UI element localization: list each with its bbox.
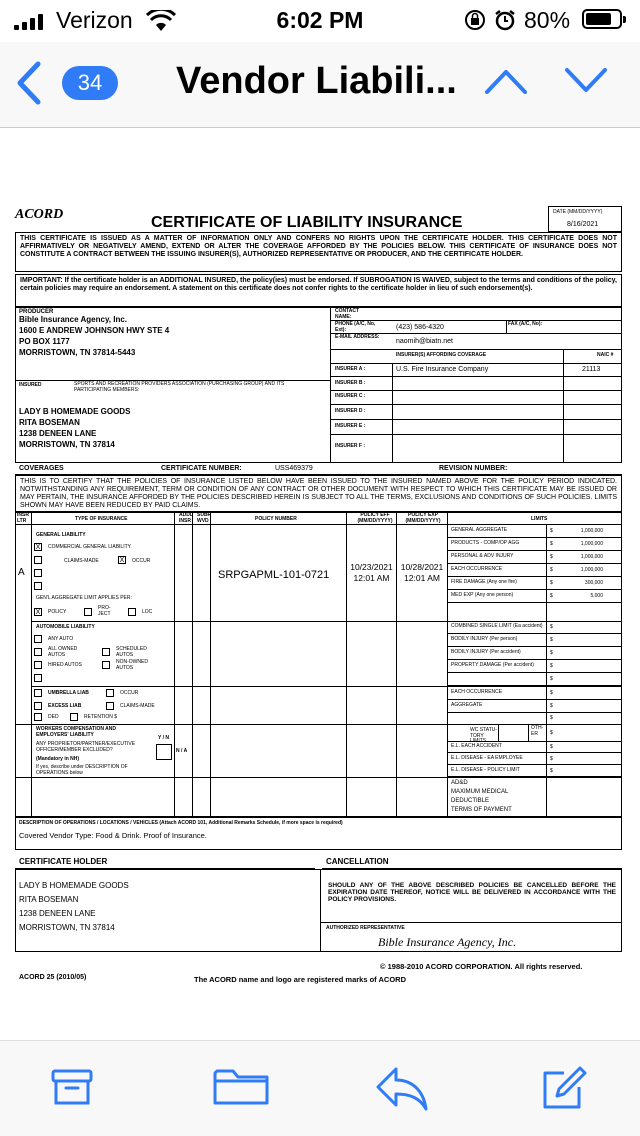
gl-title: GENERAL LIABILITY: [36, 532, 86, 538]
alarm-icon: [494, 9, 516, 31]
dollar-sign: $: [550, 593, 553, 599]
phone-value: (423) 586-4320: [396, 324, 444, 331]
dollar-sign: $: [550, 663, 553, 669]
compose-icon[interactable]: [540, 1065, 588, 1111]
hired-checkbox: [34, 661, 42, 669]
sched-label: SCHEDULED AUTOS: [116, 646, 147, 658]
limit-value: 300,000: [584, 580, 603, 586]
wc-proprietor-label: ANY PROPRIETOR/PARTNER/EXECUTIVE OFFICER/MEMBER EXCLUDED?: [36, 741, 136, 753]
archive-icon[interactable]: [50, 1065, 94, 1109]
gl-exp-date: 10/28/2021: [400, 562, 444, 572]
holder-header: [15, 857, 315, 869]
dollar-sign: $: [550, 730, 553, 736]
divider: [331, 434, 622, 435]
divider: [331, 349, 622, 350]
limit-row: [447, 564, 622, 577]
col-limits: LIMITS: [531, 516, 548, 522]
limit-label: PRODUCTS - COMP/OP AGG: [451, 540, 520, 546]
back-chevron-icon[interactable]: [14, 60, 44, 106]
holder-contact: RITA BOSEMAN: [19, 895, 79, 904]
naic-label: NAIC #: [597, 352, 614, 358]
umb-claims-checkbox: [106, 702, 114, 710]
limit-value: 5,000: [590, 593, 603, 599]
revision-label: REVISION NUMBER:: [439, 465, 508, 472]
divider: [331, 376, 622, 377]
limit-row: [447, 538, 622, 551]
col-type: TYPE OF INSURANCE: [75, 516, 128, 522]
claims-made-label: CLAIMS-MADE: [64, 558, 99, 564]
dollar-sign: $: [550, 567, 553, 573]
divider: [192, 512, 193, 817]
limit-row: [447, 634, 622, 647]
policy-checkbox: X: [35, 609, 41, 616]
coverages-bar: [15, 463, 622, 475]
divider: [563, 349, 564, 463]
battery-percent: 80%: [524, 7, 571, 33]
coverage-text-box: [15, 475, 622, 512]
umb-each-label: EACH OCCURRENCE: [451, 689, 503, 695]
dollar-sign: $: [550, 580, 553, 586]
limit-value: 1,000,000: [580, 567, 603, 573]
owned-checkbox: [34, 648, 42, 656]
folder-icon[interactable]: [212, 1065, 270, 1109]
limit-value: 1,000,000: [580, 528, 603, 534]
limit-row: [447, 660, 622, 673]
limit-row: [447, 590, 622, 603]
acord-logo: ACORD: [15, 207, 64, 222]
col-addl: ADDL INSR: [179, 512, 193, 524]
divider: [506, 320, 507, 333]
limit-row: [447, 753, 622, 765]
producer-pobox: PO BOX 1177: [19, 337, 70, 346]
gl-eff-date: 10/23/2021: [350, 562, 393, 572]
dollar-sign: $: [550, 637, 553, 643]
cancel-text: SHOULD ANY OF THE ABOVE DESCRIBED POLICIES BE CANCELLED BEFORE THE EXPIRATION DATE THEREOF, NOTICE WILL BE DELIVERED IN ACCORDANCE WITH THE POLICY PROVISIONS.: [328, 882, 616, 904]
col-exp: POLICY EXP (MM/DD/YYYY): [405, 512, 441, 524]
limit-row: [447, 673, 622, 686]
umb-claims-label: CLAIMS-MADE: [120, 703, 155, 709]
insured-label: INSURED: [19, 382, 42, 388]
divider: [31, 686, 622, 687]
date-box: [548, 206, 622, 232]
date-value: 8/16/2021: [567, 221, 599, 228]
limit-label: FIRE DAMAGE (Any one fire): [451, 579, 517, 585]
message-count-badge[interactable]: 34: [62, 66, 118, 100]
divider: [320, 869, 321, 952]
hired-label: HIRED AUTOS: [48, 662, 82, 668]
limit-row: [447, 551, 622, 564]
status-bar: [0, 0, 640, 40]
divider: [331, 404, 622, 405]
any-auto-checkbox: [34, 635, 42, 643]
ded-checkbox: [34, 713, 42, 721]
nonowned-label: NON-OWNED AUTOS: [116, 659, 148, 671]
project-label: PRO- JECT: [98, 605, 111, 617]
any-auto-label: ANY AUTO: [48, 636, 74, 642]
limit-row: [447, 621, 622, 634]
limit-row: [447, 577, 622, 590]
insurer-a-naic: 21113: [582, 366, 601, 373]
claims-checkbox: [34, 556, 42, 564]
limit-value: 1,000,000: [580, 541, 603, 547]
dollar-sign: $: [550, 541, 553, 547]
copyright: © 1988-2010 ACORD CORPORATION. All rights reserved.: [380, 962, 583, 971]
dollar-sign: $: [550, 650, 553, 656]
coverage-table-header: [15, 512, 622, 525]
divider: [396, 512, 397, 817]
dollar-sign: $: [550, 744, 553, 750]
wc-limits: [447, 741, 622, 777]
umbrella-checkbox: [34, 689, 42, 697]
insured-note: SPORTS AND RECREATION PROVIDERS ASSOCIATION (PURCHASING GROUP) AND ITS PARTICIPATING MEMBERS:: [74, 381, 285, 393]
retention-checkbox: [70, 713, 78, 721]
dollar-sign: $: [550, 624, 553, 630]
insured-name: LADY B HOMEMADE GOODS: [19, 407, 131, 416]
umb-occur-checkbox: [106, 689, 114, 697]
insured-city: MORRISTOWN, TN 37814: [19, 440, 115, 449]
wc-statu-label: WC STATU- TORY LIMITS: [470, 727, 498, 744]
insurer-f-label: INSURER F :: [335, 443, 365, 449]
occur-label: OCCUR: [132, 558, 151, 564]
page-title: Vendor Liabili...: [176, 60, 457, 102]
divider: [447, 712, 622, 713]
coverages-label: COVERAGES: [19, 465, 64, 472]
description-text: Covered Vendor Type: Food & Drink. Proof of Insurance.: [19, 831, 207, 840]
retention-label: RETENTION $: [84, 714, 118, 720]
gl-blank-checkbox: [34, 569, 42, 577]
holder-label: CERTIFICATE HOLDER: [19, 857, 108, 866]
wc-title: WORKERS COMPENSATION AND EMPLOYERS' LIABILITY: [36, 726, 116, 738]
rotation-lock-icon: [464, 9, 486, 31]
col-policy: POLICY NUMBER: [255, 516, 297, 522]
agg-applies-label: GEN'L AGGREGATE LIMIT APPLIES PER:: [36, 595, 132, 601]
other-coverage: TERMS OF PAYMENT: [451, 807, 512, 813]
description-label: DESCRIPTION OF OPERATIONS / LOCATIONS / VEHICLES (Attach ACORD 101, Additional Remarks Schedule, if more space is required): [19, 820, 343, 826]
owned-label: ALL OWNED AUTOS: [48, 646, 78, 658]
dollar-sign: $: [550, 768, 553, 774]
bottom-toolbar: [0, 1040, 640, 1136]
nav-bar: [0, 42, 640, 128]
limit-label: E.L. DISEASE - EA EMPLOYEE: [451, 755, 523, 761]
loc-label: LOC: [142, 609, 153, 615]
cgl-label: COMMERCIAL GENERAL LIABILITY: [48, 544, 131, 550]
insurer-d-label: INSURER D :: [335, 408, 366, 414]
disclaimer-box: [15, 232, 622, 272]
dollar-sign: $: [550, 715, 553, 721]
divider: [346, 512, 347, 817]
col-ltr: INSR LTR: [17, 512, 29, 524]
excess-checkbox: [34, 702, 42, 710]
producer-address: 1600 E ANDREW JOHNSON HWY STE 4: [19, 326, 170, 335]
dollar-sign: $: [550, 756, 553, 762]
cancel-header: [322, 857, 622, 869]
insured-address: 1238 DENEEN LANE: [19, 429, 97, 438]
gl-insurer-letter: A: [18, 567, 25, 578]
insurer-c-label: INSURER C :: [335, 393, 366, 399]
col-eff: POLICY EFF (MM/DD/YYYY): [357, 512, 393, 524]
contact-label: CONTACT NAME:: [335, 308, 360, 320]
limit-label: MED EXP (Any one person): [451, 592, 514, 598]
limit-label: E.L. DISEASE - POLICY LIMIT: [451, 767, 520, 773]
insurer-a-label: INSURER A :: [335, 366, 366, 372]
auth-label: AUTHORIZED REPRESENTATIVE: [326, 925, 405, 931]
dollar-sign: $: [550, 690, 553, 696]
cert-number-value: USS469379: [275, 465, 313, 472]
producer-city: MORRISTOWN, TN 37814-5443: [19, 348, 136, 357]
form-number: ACORD 25 (2010/05): [19, 974, 87, 981]
divider: [15, 777, 622, 778]
limit-label: COMBINED SINGLE LIMIT (Ea accident): [451, 623, 543, 629]
registered-marks: The ACORD name and logo are registered marks of ACORD: [194, 975, 406, 984]
limit-row: [447, 741, 622, 753]
insurer-b-label: INSURER B :: [335, 380, 366, 386]
cancel-label: CANCELLATION: [326, 857, 389, 866]
insurer-e-label: INSURER E :: [335, 423, 366, 429]
dollar-sign: $: [550, 554, 553, 560]
producer-name: Bible Insurance Agency, Inc.: [19, 315, 128, 324]
dollar-sign: $: [550, 528, 553, 534]
gl-exp-time: 12:01 AM: [404, 573, 440, 583]
reply-icon[interactable]: [374, 1065, 430, 1113]
limit-label: PERSONAL & ADV INJURY: [451, 553, 514, 559]
other-coverage: MAXIMUM MEDICAL: [451, 789, 509, 795]
insurer-a-name: U.S. Fire Insurance Company: [396, 366, 489, 373]
divider: [210, 512, 211, 817]
loc-checkbox: [128, 608, 136, 616]
carrier-label: Verizon: [56, 7, 133, 33]
divider: [174, 512, 175, 817]
email-value: naomih@biatn.net: [396, 338, 453, 345]
divider: [31, 512, 32, 817]
policy-label: POLICY: [48, 609, 67, 615]
limit-label: PROPERTY DAMAGE (Per accident): [451, 662, 534, 668]
cgl-checkbox: X: [35, 544, 41, 551]
limit-label: EACH OCCURRENCE: [451, 566, 503, 572]
excess-label: EXCESS LIAB: [48, 703, 82, 709]
wc-oth-label: OTH- ER: [531, 725, 544, 737]
certificate-title: CERTIFICATE OF LIABILITY INSURANCE: [151, 214, 463, 231]
other-coverage: AD&D: [451, 780, 468, 786]
dollar-sign: $: [550, 703, 553, 709]
wc-na: N / A: [176, 748, 188, 754]
divider: [528, 724, 529, 741]
limit-row: [447, 647, 622, 660]
divider: [447, 699, 622, 700]
chevron-down-icon[interactable]: [564, 66, 608, 96]
certificate-document: [10, 200, 630, 1000]
date-label: DATE (MM/DD/YYYY): [553, 209, 603, 215]
wc-yn-label: Y / N: [158, 735, 170, 741]
phone-label: PHONE (A/C, No, Ext):: [335, 321, 376, 333]
limit-label: GENERAL AGGREGATE: [451, 527, 508, 533]
insured-contact: RITA BOSEMAN: [19, 418, 80, 427]
chevron-up-icon[interactable]: [484, 66, 528, 96]
umb-occur-label: OCCUR: [120, 690, 139, 696]
auto-limits: [447, 621, 622, 686]
wc-mandatory: (Mandatory in NH): [36, 756, 80, 762]
nonowned-checkbox: [102, 661, 110, 669]
important-box: [15, 274, 622, 307]
holder-address: 1238 DENEEN LANE: [19, 909, 96, 918]
coverage-text: THIS IS TO CERTIFY THAT THE POLICIES OF INSURANCE LISTED BELOW HAVE BEEN ISSUED TO THE INSURED NAMED ABOVE FOR THE POLICY PERIOD INDICATED. NOTWITHSTANDING ANY REQUIREMENT, TERM OR CONDITION OF ANY CONTRACT OR OTHER DOCUMENT WITH RESPECT TO WHICH THIS CERTIFICATE MAY BE ISSUED OR MAY PERTAIN, THE INSURANCE AFFORDED BY THE POLICIES DESCRIBED HEREIN IS SUBJECT TO ALL THE TERMS, EXCLUSIONS AND CONDITIONS OF SUCH POLICIES. LIMITS SHOWN MAY HAVE BEEN REDUCED BY PAID CLAIMS.: [20, 478, 617, 510]
sched-checkbox: [102, 648, 110, 656]
battery-icon: [582, 9, 622, 29]
wc-describe: If yes, describe under DESCRIPTION OF OPERATIONS below: [36, 764, 128, 776]
disclaimer-text: THIS CERTIFICATE IS ISSUED AS A MATTER OF INFORMATION ONLY AND CONFERS NO RIGHTS UPON THE CERTIFICATE HOLDER. THIS CERTIFICATE DOES NOT AFFIRMATIVELY OR NEGATIVELY AMEND, EXTEND OR ALTER THE COVERAGE AFFORDED BY THE POLICIES BELOW. THIS CERTIFICATE OF INSURANCE DOES NOT CONSTITUTE A CONTRACT BETWEEN THE ISSUING INSURER(S), AUTHORIZED REPRESENTATIVE OR PRODUCER, AND THE CERTIFICATE HOLDER.: [20, 235, 617, 259]
divider: [392, 363, 393, 463]
holder-city: MORRISTOWN, TN 37814: [19, 923, 115, 932]
important-text: IMPORTANT: If the certificate holder is an ADDITIONAL INSURED, the policy(ies) must be endorsed. If SUBROGATION IS WAIVED, subject to the terms and conditions of the policy, certain policies may require an endorsement. A statement on this certificate does not confer rights to the certificate holder in lieu of such endorsement(s).: [20, 277, 617, 293]
ded-label: DED: [48, 714, 59, 720]
dollar-sign: $: [550, 676, 553, 682]
other-coverage: DEDUCTIBLE: [451, 798, 490, 804]
limit-row: [447, 765, 622, 777]
signature: Bible Insurance Agency, Inc.: [378, 935, 517, 949]
project-checkbox: [84, 608, 92, 616]
limit-row: [447, 525, 622, 538]
auto-title: AUTOMOBILE LIABILITY: [36, 624, 95, 630]
auto-blank-checkbox: [34, 674, 42, 682]
limit-value: 1,000,000: [580, 554, 603, 560]
divider: [331, 390, 622, 391]
limit-label: BODILY INJURY (Per person): [451, 636, 518, 642]
cert-number-label: CERTIFICATE NUMBER:: [161, 465, 242, 472]
wc-excluded-box: [156, 744, 172, 760]
divider: [331, 363, 622, 364]
divider: [320, 922, 622, 923]
gl-limits: [447, 525, 622, 621]
umb-agg-label: AGGREGATE: [451, 702, 483, 708]
divider: [331, 419, 622, 420]
holder-name: LADY B HOMEMADE GOODS: [19, 881, 129, 890]
limit-label: BODILY INJURY (Per accident): [451, 649, 521, 655]
limit-label: E.L. EACH ACCIDENT: [451, 743, 502, 749]
insurers-label: INSURER(S) AFFORDING COVERAGE: [396, 352, 487, 358]
occur-checkbox: X: [119, 557, 125, 564]
fax-label: FAX (A/C, No):: [508, 321, 543, 327]
clock: 6:02 PM: [276, 7, 364, 33]
gl-blank-checkbox: [34, 582, 42, 590]
producer-label: PRODUCER: [19, 309, 54, 315]
gl-eff-time: 12:01 AM: [353, 573, 390, 583]
email-label: E-MAIL ADDRESS:: [335, 334, 380, 340]
umbrella-label: UMBRELLA LIAB: [48, 690, 89, 696]
col-subr: SUBR WVD: [197, 512, 212, 524]
gl-policy-number: SRPGAPML-101-0721: [218, 569, 330, 581]
